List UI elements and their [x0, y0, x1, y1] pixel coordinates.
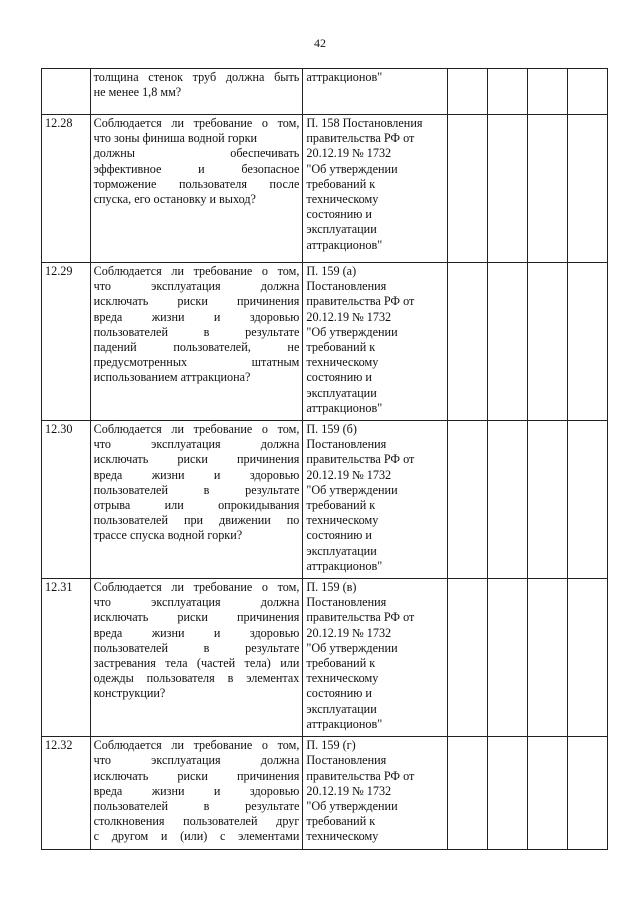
question-line: падений пользователей, не	[93, 340, 300, 355]
legal-reference	[303, 579, 448, 737]
question-line: что эксплуатация должна	[93, 437, 300, 452]
answer-cell[interactable]	[488, 263, 528, 421]
question-line: что зоны финиша водной горки	[93, 131, 258, 146]
reference-line: 20.12.19 № 1732	[306, 625, 392, 640]
reference-line: правительства РФ от	[306, 131, 415, 146]
reference-line: П. 159 (б)	[306, 422, 357, 437]
answer-cell[interactable]	[528, 737, 568, 849]
answer-cell[interactable]	[528, 263, 568, 421]
reference-line: аттракционов"	[306, 716, 383, 731]
table-row	[42, 579, 608, 737]
answer-cell[interactable]	[567, 579, 607, 737]
table-row	[42, 737, 608, 849]
answer-cell[interactable]	[488, 579, 528, 737]
reference-line: правительства РФ от	[306, 768, 415, 783]
answer-cell[interactable]	[448, 579, 488, 737]
reference-line: аттракционов"	[306, 400, 383, 415]
reference-line: техническому	[306, 513, 379, 528]
reference-line: состоянию и	[306, 528, 372, 543]
question-line: Соблюдается ли требование о том,	[93, 738, 300, 753]
checklist-table	[41, 68, 608, 850]
answer-cell[interactable]	[528, 69, 568, 115]
question-line: предусмотренных штатным	[93, 355, 300, 370]
question-line: пользователей в результате	[93, 324, 300, 339]
reference-line: эксплуатации	[306, 385, 377, 400]
legal-reference	[303, 263, 448, 421]
reference-line: "Об утверждении	[306, 798, 398, 813]
question-line: столкновения пользователей друг	[93, 814, 300, 829]
answer-cell[interactable]	[488, 69, 528, 115]
reference-line: требований к	[306, 656, 376, 671]
question-line: пользователей в результате	[93, 482, 300, 497]
answer-cell[interactable]	[488, 115, 528, 263]
reference-line: эксплуатации	[306, 543, 377, 558]
reference-line: "Об утверждении	[306, 482, 398, 497]
item-number: 12.32	[42, 737, 91, 849]
question-line: вреда жизни и здоровью	[93, 309, 300, 324]
answer-cell[interactable]	[448, 737, 488, 849]
answer-cell[interactable]	[528, 115, 568, 263]
question-line: вреда жизни и здоровью	[93, 467, 300, 482]
item-number: 12.30	[42, 421, 91, 579]
reference-line: состоянию и	[306, 370, 372, 385]
reference-line: аттракционов"	[306, 558, 383, 573]
question-line: Соблюдается ли требование о том,	[93, 580, 300, 595]
reference-line: требований к	[306, 814, 376, 829]
reference-line: "Об утверждении	[306, 640, 398, 655]
reference-line: эксплуатации	[306, 701, 377, 716]
legal-reference	[303, 737, 448, 849]
question-line: отрыва или опрокидывания	[93, 498, 300, 513]
question-line: должны обеспечивать	[93, 146, 300, 161]
question-line: вреда жизни и здоровью	[93, 625, 300, 640]
question-line: что эксплуатация должна	[93, 279, 300, 294]
reference-line: П. 159 (а)	[306, 264, 357, 278]
reference-line: требований к	[306, 340, 376, 355]
legal-reference	[303, 115, 448, 263]
answer-cell[interactable]	[488, 421, 528, 579]
question-line: толщина стенок труб должна быть	[93, 70, 300, 84]
reference-line: техническому	[306, 671, 379, 686]
reference-line: состоянию и	[306, 207, 372, 222]
page-number: 42	[314, 36, 326, 50]
answer-cell[interactable]	[448, 421, 488, 579]
legal-reference	[303, 69, 448, 115]
answer-cell[interactable]	[488, 737, 528, 849]
item-number: 12.28	[42, 115, 91, 263]
item-number: 12.29	[42, 263, 91, 421]
requirement-question	[90, 421, 303, 579]
reference-line: состоянию и	[306, 686, 372, 701]
question-line: что эксплуатация должна	[93, 595, 300, 610]
reference-line: аттракционов"	[306, 70, 383, 84]
answer-cell[interactable]	[448, 69, 488, 115]
table-row	[42, 115, 608, 263]
reference-line: техническому	[306, 829, 379, 844]
reference-line: правительства РФ от	[306, 294, 415, 309]
question-line: одежды пользователя в элементах	[93, 671, 300, 686]
question-line: что эксплуатация должна	[93, 753, 300, 768]
table-row	[42, 69, 608, 115]
answer-cell[interactable]	[448, 115, 488, 263]
reference-line: Постановления	[306, 595, 387, 610]
question-line: пользователей в результате	[93, 640, 300, 655]
reference-line: правительства РФ от	[306, 610, 415, 625]
answer-cell[interactable]	[567, 69, 607, 115]
question-line: исключать риски причинения	[93, 294, 300, 309]
question-line: торможение пользователя после	[93, 176, 300, 191]
question-line: конструкции?	[93, 686, 166, 701]
reference-line: "Об утверждении	[306, 324, 398, 339]
question-line: спуска, его остановку и выход?	[93, 192, 256, 207]
reference-line: Постановления	[306, 753, 387, 768]
answer-cell[interactable]	[567, 737, 607, 849]
question-line: трассе спуска водной горки?	[93, 528, 243, 543]
answer-cell[interactable]	[567, 115, 607, 263]
reference-line: П. 158 Постановления	[306, 116, 423, 130]
reference-line: 20.12.19 № 1732	[306, 783, 392, 798]
reference-line: Постановления	[306, 279, 387, 294]
reference-line: техническому	[306, 192, 379, 207]
item-number: 12.31	[42, 579, 91, 737]
answer-cell[interactable]	[567, 421, 607, 579]
requirement-question	[90, 115, 303, 263]
question-line: Соблюдается ли требование о том,	[93, 264, 300, 278]
reference-line: эксплуатации	[306, 222, 377, 237]
answer-cell[interactable]	[567, 263, 607, 421]
answer-cell[interactable]	[528, 421, 568, 579]
legal-reference	[303, 421, 448, 579]
question-line: Соблюдается ли требование о том,	[93, 116, 300, 130]
item-number	[42, 69, 91, 115]
question-line: пользователей в результате	[93, 798, 300, 813]
reference-line: 20.12.19 № 1732	[306, 146, 392, 161]
question-line: застревания тела (частей тела) или	[93, 656, 300, 671]
requirement-question	[90, 263, 303, 421]
reference-line: правительства РФ от	[306, 452, 415, 467]
question-line: вреда жизни и здоровью	[93, 783, 300, 798]
question-line: пользователей при движении по	[93, 513, 300, 528]
question-line: исключать риски причинения	[93, 768, 300, 783]
question-line: исключать риски причинения	[93, 610, 300, 625]
reference-line: "Об утверждении	[306, 161, 398, 176]
reference-line: аттракционов"	[306, 237, 383, 252]
requirement-question	[90, 579, 303, 737]
table-row	[42, 421, 608, 579]
answer-cell[interactable]	[528, 579, 568, 737]
table-row	[42, 263, 608, 421]
reference-line: П. 159 (г)	[306, 738, 356, 753]
reference-line: требований к	[306, 498, 376, 513]
requirement-question	[90, 737, 303, 849]
reference-line: 20.12.19 № 1732	[306, 467, 392, 482]
question-line: использованием аттракциона?	[93, 370, 251, 385]
question-line: Соблюдается ли требование о том,	[93, 422, 300, 437]
question-line: не менее 1,8 мм?	[93, 85, 182, 100]
reference-line: техническому	[306, 355, 379, 370]
question-line: с другом и (или) с элементами	[93, 829, 300, 844]
reference-line: 20.12.19 № 1732	[306, 309, 392, 324]
reference-line: Постановления	[306, 437, 387, 452]
reference-line: П. 159 (в)	[306, 580, 357, 595]
reference-line: требований к	[306, 176, 376, 191]
requirement-question	[90, 69, 303, 115]
answer-cell[interactable]	[448, 263, 488, 421]
question-line: эффективное и безопасное	[93, 161, 300, 176]
question-line: исключать риски причинения	[93, 452, 300, 467]
